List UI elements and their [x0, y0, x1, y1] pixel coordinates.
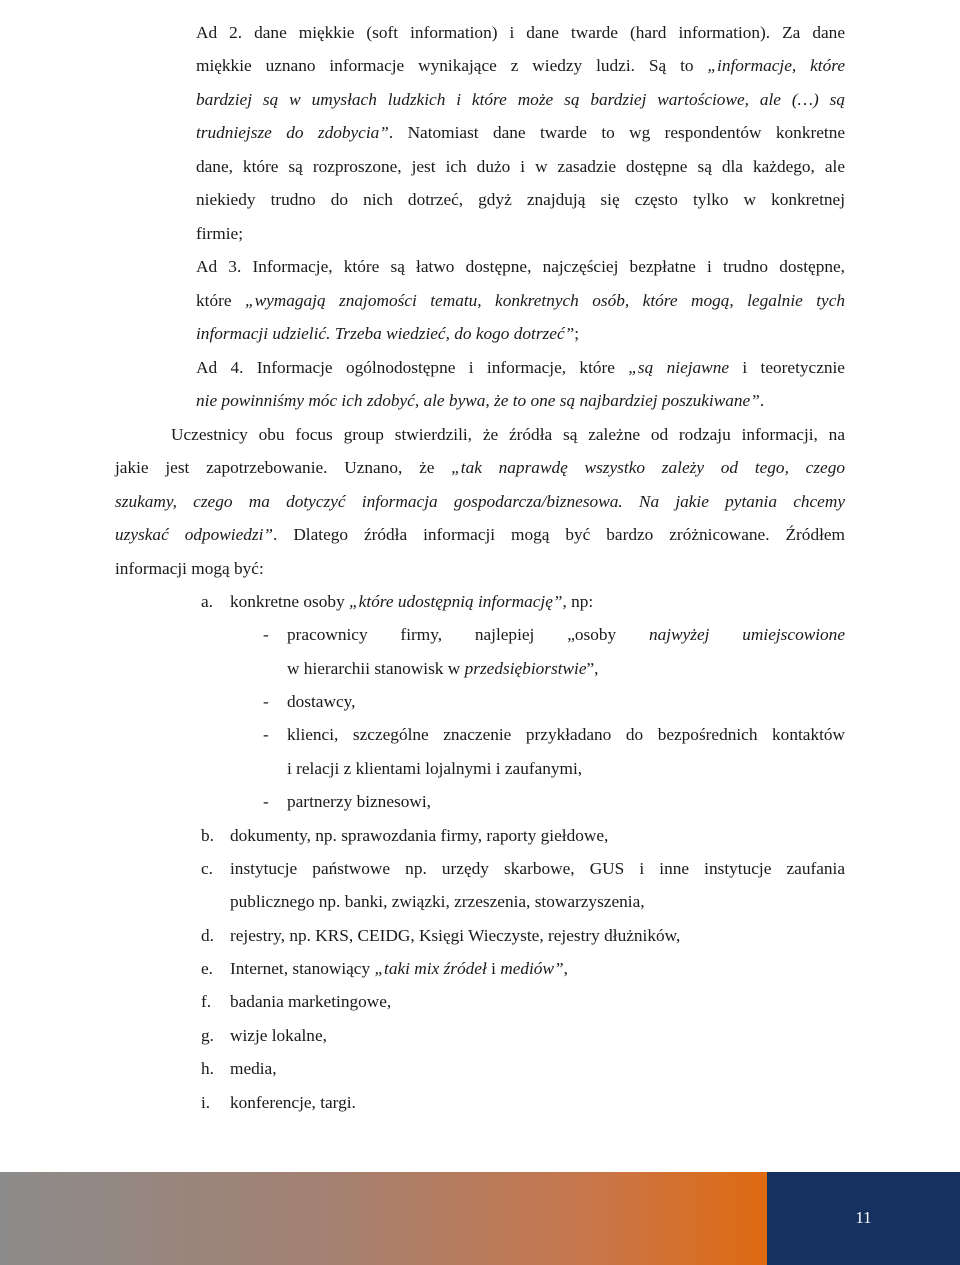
- italic-text: „są niejawne: [628, 358, 730, 377]
- footer-page-box: [767, 1172, 960, 1265]
- italic-text: „informacje, które: [707, 56, 845, 75]
- text-run: pracownicy firmy, najlepiej: [287, 625, 568, 644]
- italic-text: trudniejsze do zdobycia”: [196, 123, 389, 142]
- text-run: Internet, stanowiący: [230, 959, 375, 978]
- text-line: [196, 155, 845, 179]
- list-item: [230, 890, 645, 914]
- italic-text: nie powinniśmy móc ich zdobyć, ale bywa, że to one są najbardziej poszukiwane”: [196, 391, 760, 410]
- text-run: konferencje, targi.: [230, 1093, 356, 1112]
- list-label: i.: [201, 1093, 211, 1112]
- dash-bullet: -: [263, 725, 269, 744]
- text-run: które: [196, 291, 245, 310]
- dash-bullet: -: [263, 792, 269, 811]
- text-run: . Dlatego źródła informacji mogą być bardzo zróżnicowane. Źródłem: [273, 525, 845, 544]
- list-label: b.: [201, 826, 214, 845]
- italic-text: mediów”: [500, 959, 564, 978]
- sub-list-item: [287, 623, 845, 647]
- text-run: rejestry, np. KRS, CEIDG, Księgi Wieczyste, rejestry dłużników,: [230, 926, 681, 945]
- text-run: badania marketingowe,: [230, 992, 392, 1011]
- text-run: Ad 3. Informacje, które są łatwo dostępne, najczęściej bezpłatne i trudno dostępne,: [196, 257, 845, 276]
- text-run: i teoretycznie: [729, 358, 845, 377]
- italic-text: „tak naprawdę wszystko zależy od tego, czego: [451, 458, 845, 477]
- list-label: c.: [201, 859, 213, 878]
- text-run: ”,: [586, 659, 599, 678]
- dash-bullet: -: [263, 625, 269, 644]
- text-line: [196, 21, 845, 45]
- italic-text: „które udostępnią informację”: [349, 592, 563, 611]
- list-label: a.: [201, 592, 213, 611]
- list-item: [230, 1091, 356, 1115]
- text-line: [171, 423, 845, 447]
- italic-text: „taki mix źródeł: [374, 959, 487, 978]
- text-run: partnerzy biznesowi,: [287, 792, 431, 811]
- text-run: . Natomiast dane twarde to wg respondentów konkretne: [388, 123, 845, 142]
- text-run: publicznego np. banki, związki, zrzeszenia, stowarzyszenia,: [230, 892, 645, 911]
- text-run: ,: [563, 959, 568, 978]
- list-label: f.: [201, 992, 212, 1011]
- text-run: Ad 4. Informacje ogólnodostępne i informacje, które: [196, 358, 629, 377]
- text-run: niekiedy trudno do nich dotrzeć, gdyż znajdują się często tylko w konkretnej: [196, 190, 845, 209]
- text-run: „osoby: [567, 625, 649, 644]
- text-run: .: [759, 391, 765, 410]
- text-run: instytucje państwowe np. urzędy skarbowe, GUS i inne instytucje zaufania: [230, 859, 845, 878]
- text-line: [196, 322, 579, 346]
- text-run: i: [486, 959, 501, 978]
- list-item: [230, 1024, 327, 1048]
- text-line: [196, 356, 845, 380]
- text-line: [196, 222, 243, 246]
- list-label: e.: [201, 959, 213, 978]
- list-item: [230, 824, 608, 848]
- dash-bullet: -: [263, 692, 269, 711]
- text-run: dane, które są rozproszone, jest ich dużo i w zasadzie dostępne są dla każdego, ale: [196, 157, 845, 176]
- text-line: [115, 456, 845, 480]
- text-run: media,: [230, 1059, 277, 1078]
- text-line: [196, 88, 845, 112]
- italic-text: szukamy, czego ma dotyczyć informacja gospodarcza/biznesowa. Na jakie pytania chcemy: [115, 492, 845, 511]
- italic-text: przedsiębiorstwie: [464, 659, 587, 678]
- text-run: miękkie uznano informacje wynikające z wiedzy ludzi. Są to: [196, 56, 708, 75]
- text-run: jakie jest zapotrzebowanie. Uznano, że: [115, 458, 452, 477]
- text-run: firmie;: [196, 224, 244, 243]
- text-line: [196, 389, 764, 413]
- italic-text: informacji udzielić. Trzeba wiedzieć, do kogo dotrzeć”: [196, 324, 575, 343]
- text-line: [115, 557, 264, 581]
- italic-text: najwyżej umiejscowione: [648, 625, 845, 644]
- italic-text: „wymagają znajomości tematu, konkretnych osób, które mogą, legalnie tych: [244, 291, 846, 310]
- text-line: [196, 121, 845, 145]
- text-run: w hierarchii stanowisk w: [287, 659, 465, 678]
- text-run: Ad 2. dane miękkie (soft information) i dane twarde (hard information). Za dane: [196, 23, 845, 42]
- text-run: i relacji z klientami lojalnymi i zaufanymi,: [287, 759, 583, 778]
- text-run: , np:: [562, 592, 594, 611]
- list-item: [230, 857, 845, 881]
- text-run: dostawcy,: [287, 692, 356, 711]
- page-number: 11: [855, 1208, 872, 1227]
- text-line: [196, 255, 845, 279]
- text-line: [196, 188, 845, 212]
- list-item: [230, 990, 391, 1014]
- italic-text: bardziej są w umysłach ludzkich i które może są bardziej wartościowe, ale (…) są: [196, 90, 845, 109]
- list-item: [230, 957, 568, 981]
- text-line: [196, 54, 845, 78]
- list-item: [230, 590, 593, 614]
- text-line: [196, 289, 845, 313]
- sub-list-item: [287, 657, 599, 681]
- text-run: ;: [574, 324, 580, 343]
- list-label: g.: [201, 1026, 214, 1045]
- list-label: d.: [201, 926, 214, 945]
- text-run: dokumenty, np. sprawozdania firmy, raporty giełdowe,: [230, 826, 609, 845]
- list-label: h.: [201, 1059, 214, 1078]
- text-run: klienci, szczególne znaczenie przykładano do bezpośrednich kontaktów: [287, 725, 845, 744]
- text-run: informacji mogą być:: [115, 559, 264, 578]
- text-line: [115, 523, 845, 547]
- list-item: [230, 924, 680, 948]
- text-line: [115, 490, 845, 514]
- list-item: [230, 1057, 277, 1081]
- text-run: wizje lokalne,: [230, 1026, 327, 1045]
- sub-list-item: [287, 757, 582, 781]
- sub-list-item: [287, 723, 845, 747]
- sub-list-item: [287, 790, 431, 814]
- text-run: konkretne osoby: [230, 592, 350, 611]
- sub-list-item: [287, 690, 355, 714]
- text-run: Uczestnicy obu focus group stwierdzili, że źródła są zależne od rodzaju informacji, na: [171, 425, 845, 444]
- page-footer-band: [0, 1172, 960, 1265]
- italic-text: uzyskać odpowiedzi”: [115, 525, 274, 544]
